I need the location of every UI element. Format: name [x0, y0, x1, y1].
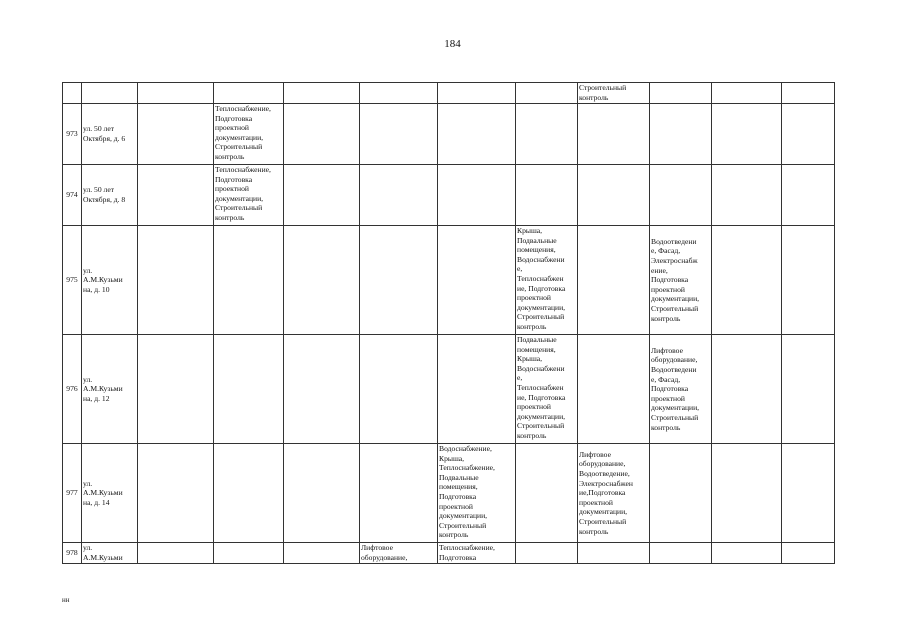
address-cell: ул. А.М.Кузьми: [82, 543, 138, 564]
work-schedule-table: [62, 82, 835, 564]
row-number: 974: [63, 165, 82, 226]
table-cell: [712, 165, 782, 226]
table-cell: [516, 104, 578, 165]
table-cell: [782, 444, 835, 543]
table-row: [63, 226, 835, 335]
table-cell: [782, 165, 835, 226]
row-number: 976: [63, 335, 82, 444]
table-cell: Водоотведени е, Фасад, Электроснабж ение, Подготовка проектной документации, Строительный контроль: [650, 226, 712, 335]
row-number: 975: [63, 226, 82, 335]
table-cell: [214, 335, 284, 444]
address-cell: ул. 50 лет Октября, д. 6: [82, 104, 138, 165]
address-cell: ул. А.М.Кузьми на, д. 12: [82, 335, 138, 444]
table-cell: [578, 543, 650, 564]
table-cell: [284, 226, 360, 335]
table-cell: [284, 335, 360, 444]
table-cell: [712, 226, 782, 335]
table-cell: [516, 444, 578, 543]
table-cell: Лифтовое оборудование, Водоотведени е, Фасад, Подготовка проектной документации, Строительный контроль: [650, 335, 712, 444]
table-cell: [214, 444, 284, 543]
table-cell: [712, 104, 782, 165]
table-cell: Лифтовое оборудование, Водоотведение, Электроснабжен ие,Подготовка проектной документации, Строительный контроль: [578, 444, 650, 543]
row-number: 977: [63, 444, 82, 543]
table-cell: [214, 543, 284, 564]
table-cell: Строительный контроль: [578, 83, 650, 104]
table-cell: [284, 444, 360, 543]
table-cell: [438, 83, 516, 104]
table-cell: [650, 543, 712, 564]
address-cell: ул. А.М.Кузьми на, д. 14: [82, 444, 138, 543]
table-cell: [782, 226, 835, 335]
table-cell: [138, 444, 214, 543]
table-cell: [214, 83, 284, 104]
table-cell: [284, 165, 360, 226]
table-cell: [782, 543, 835, 564]
table-cell: [650, 83, 712, 104]
table-cell: [138, 165, 214, 226]
table-cell: [712, 543, 782, 564]
table-cell: [782, 83, 835, 104]
table-cell: [650, 104, 712, 165]
table-cell: [712, 83, 782, 104]
table-cell: [360, 335, 438, 444]
table-cell: [214, 226, 284, 335]
address-cell: [82, 83, 138, 104]
table-cell: [438, 165, 516, 226]
table-cell: [138, 83, 214, 104]
table-cell: [516, 83, 578, 104]
table-cell: [284, 543, 360, 564]
table-cell: Теплоснабжение, Подготовка: [438, 543, 516, 564]
table-row: [63, 104, 835, 165]
row-number: [63, 83, 82, 104]
table-cell: [360, 104, 438, 165]
table-row: [63, 165, 835, 226]
table-cell: Крыша, Подвальные помещения, Водоснабжени е, Теплоснабжен ие, Подготовка проектной документации, Строительный контроль: [516, 226, 578, 335]
address-cell: ул. А.М.Кузьми на, д. 10: [82, 226, 138, 335]
table-cell: Лифтовое оборудование,: [360, 543, 438, 564]
table-cell: [360, 83, 438, 104]
table-cell: [438, 335, 516, 444]
table-cell: [516, 543, 578, 564]
table-cell: [438, 226, 516, 335]
table-cell: [438, 104, 516, 165]
row-number: 978: [63, 543, 82, 564]
row-number: 973: [63, 104, 82, 165]
table-row: [63, 444, 835, 543]
table-cell: Водоснабжение, Крыша, Теплоснабжение, Подвальные помещения, Подготовка проектной документации, Строительный контроль: [438, 444, 516, 543]
table-cell: [712, 444, 782, 543]
table-cell: [138, 543, 214, 564]
table-cell: [578, 104, 650, 165]
table-cell: [138, 335, 214, 444]
table-cell: [138, 104, 214, 165]
table-cell: Подвальные помещения, Крыша, Водоснабжени е, Теплоснабжен ие, Подготовка проектной документации, Строительный контроль: [516, 335, 578, 444]
footer-mark: нн: [62, 596, 70, 604]
table-cell: [650, 444, 712, 543]
table-cell: [516, 165, 578, 226]
table-cell: [360, 165, 438, 226]
table-row: [63, 335, 835, 444]
table-cell: [578, 165, 650, 226]
table-cell: [712, 335, 782, 444]
table-cell: [284, 83, 360, 104]
table-cell: [782, 335, 835, 444]
table-cell: [360, 444, 438, 543]
table-row: [63, 543, 835, 564]
table-cell: Теплоснабжение, Подготовка проектной документации, Строительный контроль: [214, 165, 284, 226]
table-cell: Теплоснабжение, Подготовка проектной документации, Строительный контроль: [214, 104, 284, 165]
table-cell: [360, 226, 438, 335]
address-cell: ул. 50 лет Октября, д. 8: [82, 165, 138, 226]
table-row: [63, 83, 835, 104]
table-cell: [650, 165, 712, 226]
table-cell: [578, 226, 650, 335]
page-number: 184: [444, 38, 461, 50]
table-cell: [284, 104, 360, 165]
table-cell: [782, 104, 835, 165]
table-cell: [138, 226, 214, 335]
table-cell: [578, 335, 650, 444]
